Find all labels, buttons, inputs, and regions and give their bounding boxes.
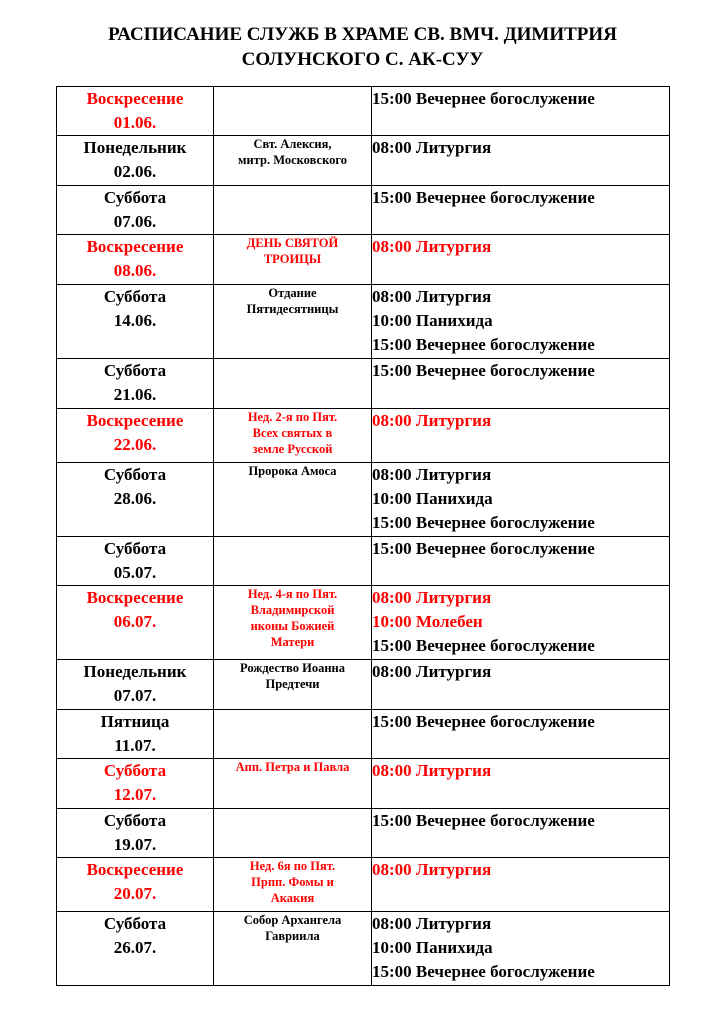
- day-cell: [57, 235, 214, 285]
- feast-line: Нед. 6я по Пят.: [249, 859, 336, 873]
- weekday-label: Суббота: [103, 914, 167, 933]
- feast-line: Собор Архангела: [243, 913, 342, 927]
- day-cell: [57, 912, 214, 986]
- schedule-table: [56, 86, 670, 986]
- service-line: 08:00 Литургия: [372, 287, 492, 306]
- feast-line: Матери: [270, 635, 315, 649]
- day-cell: [57, 463, 214, 537]
- service-line: 15:00 Вечернее богослужение: [372, 335, 595, 354]
- services-cell: [372, 136, 670, 186]
- feast-cell: [214, 359, 372, 409]
- day-cell: [57, 586, 214, 660]
- day-cell: [57, 759, 214, 809]
- service-line: 15:00 Вечернее богослужение: [372, 513, 595, 532]
- weekday-label: Воскресение: [86, 89, 184, 108]
- schedule-row: [57, 136, 670, 186]
- feast-line: Пятидесятницы: [246, 302, 339, 316]
- services-cell: [372, 235, 670, 285]
- weekday-label: Воскресение: [86, 237, 184, 256]
- schedule-row: [57, 537, 670, 586]
- feast-cell: [214, 660, 372, 710]
- schedule-row: [57, 660, 670, 710]
- service-line: 08:00 Литургия: [372, 914, 492, 933]
- title-line-2: СОЛУНСКОГО С. АК-СУУ: [241, 49, 484, 70]
- weekday-label: Понедельник: [83, 138, 187, 157]
- feast-line: Пророка Амоса: [248, 464, 337, 478]
- day-cell: [57, 136, 214, 186]
- services-cell: [372, 463, 670, 537]
- service-line: 15:00 Вечернее богослужение: [372, 361, 595, 380]
- day-cell: [57, 409, 214, 463]
- service-line: 15:00 Вечернее богослужение: [372, 539, 595, 558]
- date-label: 08.06.: [113, 261, 157, 280]
- service-line: 10:00 Панихида: [372, 311, 493, 330]
- day-cell: [57, 858, 214, 912]
- date-label: 21.06.: [113, 385, 157, 404]
- services-cell: [372, 710, 670, 759]
- weekday-label: Пятница: [100, 712, 170, 731]
- schedule-row: [57, 235, 670, 285]
- schedule-body: [57, 87, 670, 986]
- feast-line: Рождество Иоанна: [240, 661, 345, 675]
- service-line: 15:00 Вечернее богослужение: [372, 636, 595, 655]
- service-line: 15:00 Вечернее богослужение: [372, 811, 595, 830]
- feast-cell: [214, 285, 372, 359]
- schedule-row: [57, 409, 670, 463]
- date-label: 14.06.: [113, 311, 157, 330]
- services-cell: [372, 285, 670, 359]
- feast-line: Всех святых в: [252, 426, 333, 440]
- day-cell: [57, 809, 214, 858]
- title-line-1: РАСПИСАНИЕ СЛУЖБ В ХРАМЕ СВ. ВМЧ. ДИМИТРИЯ: [108, 24, 617, 45]
- weekday-label: Воскресение: [86, 588, 184, 607]
- schedule-row: [57, 858, 670, 912]
- service-line: 10:00 Молебен: [372, 612, 483, 631]
- service-line: 15:00 Вечернее богослужение: [372, 188, 595, 207]
- weekday-label: Суббота: [103, 761, 167, 780]
- schedule-row: [57, 759, 670, 809]
- feast-cell: [214, 586, 372, 660]
- feast-line: Прпп. Фомы и: [251, 875, 334, 889]
- service-line: 15:00 Вечернее богослужение: [372, 89, 595, 108]
- service-line: 08:00 Литургия: [372, 465, 492, 484]
- service-line: 08:00 Литургия: [372, 237, 492, 256]
- feast-line: митр. Московского: [238, 153, 347, 167]
- services-cell: [372, 537, 670, 586]
- weekday-label: Суббота: [103, 188, 167, 207]
- day-cell: [57, 285, 214, 359]
- feast-line: Свт. Алексия,: [253, 137, 332, 151]
- weekday-label: Суббота: [103, 539, 167, 558]
- day-cell: [57, 660, 214, 710]
- date-label: 11.07.: [114, 736, 156, 755]
- schedule-row: [57, 87, 670, 136]
- feast-line: Апп. Петра и Павла: [235, 760, 350, 774]
- feast-line: Владимирской: [250, 603, 335, 617]
- date-label: 07.07.: [113, 686, 157, 705]
- feast-line: Гавриила: [265, 929, 320, 943]
- weekday-label: Суббота: [103, 811, 167, 830]
- weekday-label: Суббота: [103, 287, 167, 306]
- feast-cell: [214, 186, 372, 235]
- feast-cell: [214, 235, 372, 285]
- services-cell: [372, 359, 670, 409]
- date-label: 01.06.: [113, 113, 157, 132]
- date-label: 12.07.: [113, 785, 157, 804]
- feast-cell: [214, 87, 372, 136]
- service-line: 08:00 Литургия: [372, 662, 492, 681]
- feast-cell: [214, 409, 372, 463]
- service-line: 08:00 Литургия: [372, 860, 492, 879]
- day-cell: [57, 186, 214, 235]
- feast-line: ТРОИЦЫ: [263, 252, 322, 266]
- day-cell: [57, 537, 214, 586]
- date-label: 20.07.: [113, 884, 157, 903]
- services-cell: [372, 809, 670, 858]
- schedule-row: [57, 809, 670, 858]
- service-line: 15:00 Вечернее богослужение: [372, 712, 595, 731]
- page-title: [0, 22, 725, 72]
- date-label: 19.07.: [113, 835, 157, 854]
- feast-line: Предтечи: [265, 677, 320, 691]
- services-cell: [372, 759, 670, 809]
- schedule-row: [57, 463, 670, 537]
- feast-line: Нед. 2-я по Пят.: [247, 410, 338, 424]
- feast-cell: [214, 912, 372, 986]
- feast-line: Акакия: [270, 891, 315, 905]
- services-cell: [372, 409, 670, 463]
- services-cell: [372, 87, 670, 136]
- date-label: 28.06.: [113, 489, 157, 508]
- date-label: 02.06.: [113, 162, 157, 181]
- schedule-row: [57, 710, 670, 759]
- feast-cell: [214, 858, 372, 912]
- date-label: 26.07.: [113, 938, 157, 957]
- feast-cell: [214, 463, 372, 537]
- date-label: 07.06.: [113, 212, 157, 231]
- weekday-label: Суббота: [103, 465, 167, 484]
- schedule-row: [57, 285, 670, 359]
- feast-cell: [214, 136, 372, 186]
- feast-cell: [214, 809, 372, 858]
- feast-cell: [214, 759, 372, 809]
- feast-line: Отдание: [268, 286, 317, 300]
- weekday-label: Понедельник: [83, 662, 187, 681]
- services-cell: [372, 586, 670, 660]
- feast-line: ДЕНЬ СВЯТОЙ: [246, 236, 339, 250]
- services-cell: [372, 858, 670, 912]
- service-line: 08:00 Литургия: [372, 411, 492, 430]
- schedule-row: [57, 359, 670, 409]
- feast-cell: [214, 537, 372, 586]
- date-label: 05.07.: [113, 563, 157, 582]
- feast-cell: [214, 710, 372, 759]
- service-line: 10:00 Панихида: [372, 489, 493, 508]
- service-line: 15:00 Вечернее богослужение: [372, 962, 595, 981]
- weekday-label: Воскресение: [86, 860, 184, 879]
- date-label: 06.07.: [113, 612, 157, 631]
- services-cell: [372, 186, 670, 235]
- day-cell: [57, 87, 214, 136]
- schedule-row: [57, 586, 670, 660]
- services-cell: [372, 912, 670, 986]
- service-line: 08:00 Литургия: [372, 761, 492, 780]
- weekday-label: Суббота: [103, 361, 167, 380]
- feast-line: Нед. 4-я по Пят.: [247, 587, 338, 601]
- services-cell: [372, 660, 670, 710]
- service-line: 10:00 Панихида: [372, 938, 493, 957]
- weekday-label: Воскресение: [86, 411, 184, 430]
- day-cell: [57, 710, 214, 759]
- date-label: 22.06.: [113, 435, 157, 454]
- schedule-row: [57, 186, 670, 235]
- feast-line: земле Русской: [252, 442, 333, 456]
- service-line: 08:00 Литургия: [372, 138, 492, 157]
- service-line: 08:00 Литургия: [372, 588, 492, 607]
- day-cell: [57, 359, 214, 409]
- schedule-row: [57, 912, 670, 986]
- feast-line: иконы Божией: [250, 619, 335, 633]
